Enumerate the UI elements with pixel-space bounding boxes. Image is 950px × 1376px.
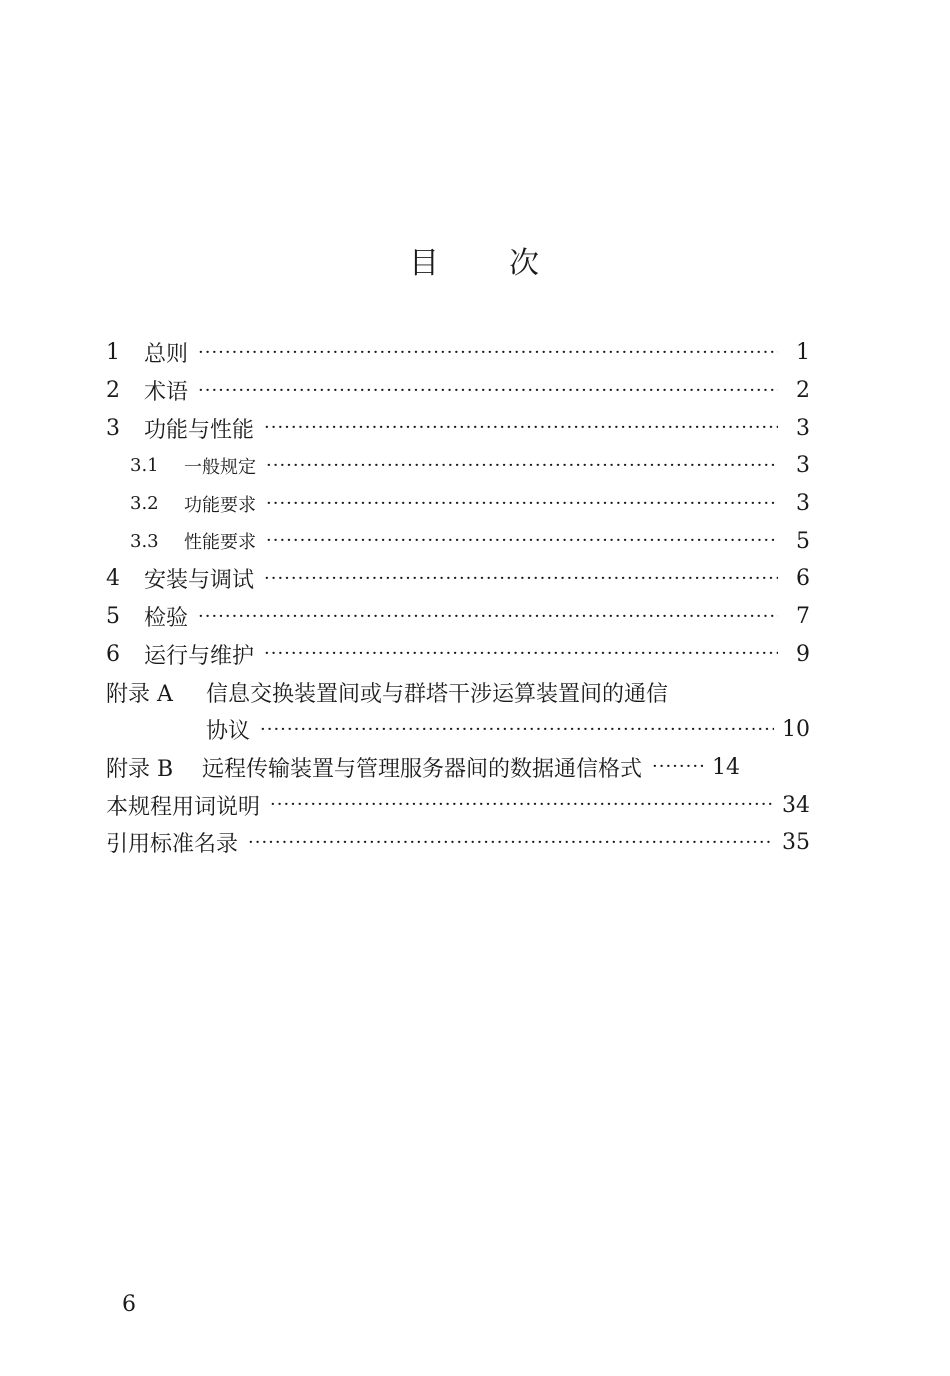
toc-entry-number: 附录 B bbox=[106, 756, 174, 782]
toc-entry-references[interactable] bbox=[106, 824, 810, 862]
toc-title-char-1: 目 bbox=[409, 246, 441, 281]
toc-entry-label: 功能要求 bbox=[184, 494, 256, 516]
toc-entry-appendix-a[interactable] bbox=[106, 673, 810, 711]
toc-entry-4[interactable] bbox=[106, 560, 810, 598]
toc-entry-number: 3.3 bbox=[130, 530, 159, 552]
toc-entry-page: 10 bbox=[782, 717, 810, 743]
toc-title bbox=[0, 238, 950, 282]
toc-entry-number: 2 bbox=[106, 378, 120, 404]
toc-entry-label: 引用标准名录 bbox=[106, 832, 239, 858]
toc-entry-number: 1 bbox=[106, 340, 120, 366]
toc-leader-dots bbox=[264, 645, 778, 663]
toc-entry-1[interactable] bbox=[106, 334, 810, 372]
toc-entry-label: 信息交换装置间或与群塔干涉运算装置间的通信 bbox=[206, 681, 669, 707]
toc-entry-5[interactable] bbox=[106, 598, 810, 636]
toc-entry-3-3[interactable] bbox=[106, 522, 810, 560]
toc-entry-3-2[interactable] bbox=[106, 485, 810, 523]
toc-entry-2[interactable] bbox=[106, 372, 810, 410]
toc-leader-dots bbox=[270, 796, 774, 814]
toc-title-char-2: 次 bbox=[509, 246, 541, 281]
toc-leader-dots bbox=[198, 608, 778, 626]
toc-entry-label: 本规程用词说明 bbox=[106, 794, 261, 820]
toc-leader-dots bbox=[266, 457, 778, 475]
table-of-contents bbox=[106, 334, 810, 862]
toc-entry-page: 2 bbox=[796, 378, 810, 404]
toc-entry-page: 35 bbox=[782, 830, 810, 856]
toc-entry-number: 5 bbox=[106, 604, 120, 630]
toc-entry-number: 3.2 bbox=[130, 493, 159, 515]
toc-entry-appendix-b[interactable] bbox=[106, 749, 810, 787]
toc-entry-page: 3 bbox=[796, 491, 810, 517]
toc-entry-page: 34 bbox=[782, 792, 810, 818]
toc-entry-page: 5 bbox=[796, 528, 810, 554]
toc-entry-number: 4 bbox=[106, 566, 120, 592]
toc-leader-dots bbox=[652, 758, 704, 776]
toc-leader-dots bbox=[266, 532, 778, 550]
toc-entry-label: 性能要求 bbox=[184, 532, 256, 554]
toc-entry-label: 运行与维护 bbox=[144, 643, 255, 669]
toc-entry-terms[interactable] bbox=[106, 786, 810, 824]
toc-entry-number: 3.1 bbox=[130, 455, 159, 477]
toc-entry-appendix-a-continued[interactable] bbox=[106, 711, 810, 749]
toc-entry-label: 安装与调试 bbox=[144, 568, 255, 594]
toc-leader-dots bbox=[260, 721, 774, 739]
toc-entry-number: 6 bbox=[106, 641, 120, 667]
toc-entry-label: 一般规定 bbox=[184, 456, 256, 478]
toc-entry-label: 功能与性能 bbox=[144, 417, 255, 443]
toc-leader-dots bbox=[266, 495, 778, 513]
toc-entry-page: 9 bbox=[796, 641, 810, 667]
toc-entry-page: 1 bbox=[796, 340, 810, 366]
toc-entry-page: 6 bbox=[796, 566, 810, 592]
toc-entry-number: 3 bbox=[106, 415, 120, 441]
toc-entry-6[interactable] bbox=[106, 636, 810, 674]
toc-entry-page: 14 bbox=[712, 754, 741, 780]
toc-leader-dots bbox=[198, 382, 778, 400]
toc-entry-page: 7 bbox=[796, 604, 810, 630]
toc-entry-3-1[interactable] bbox=[106, 447, 810, 485]
toc-entry-page: 3 bbox=[796, 415, 810, 441]
toc-entry-label: 总则 bbox=[144, 342, 189, 368]
toc-entry-label: 检验 bbox=[144, 606, 189, 632]
toc-entry-label: 术语 bbox=[144, 380, 189, 406]
toc-leader-dots bbox=[248, 834, 774, 852]
toc-entry-3[interactable] bbox=[106, 409, 810, 447]
page-number: 6 bbox=[122, 1292, 136, 1317]
toc-entry-number: 附录 A bbox=[106, 681, 173, 707]
toc-entry-label-continued: 协议 bbox=[206, 719, 251, 745]
toc-leader-dots bbox=[264, 419, 778, 437]
toc-leader-dots bbox=[198, 344, 778, 362]
toc-leader-dots bbox=[264, 570, 778, 588]
toc-entry-label: 远程传输装置与管理服务器间的数据通信格式 bbox=[202, 756, 643, 782]
toc-entry-page: 3 bbox=[796, 453, 810, 479]
